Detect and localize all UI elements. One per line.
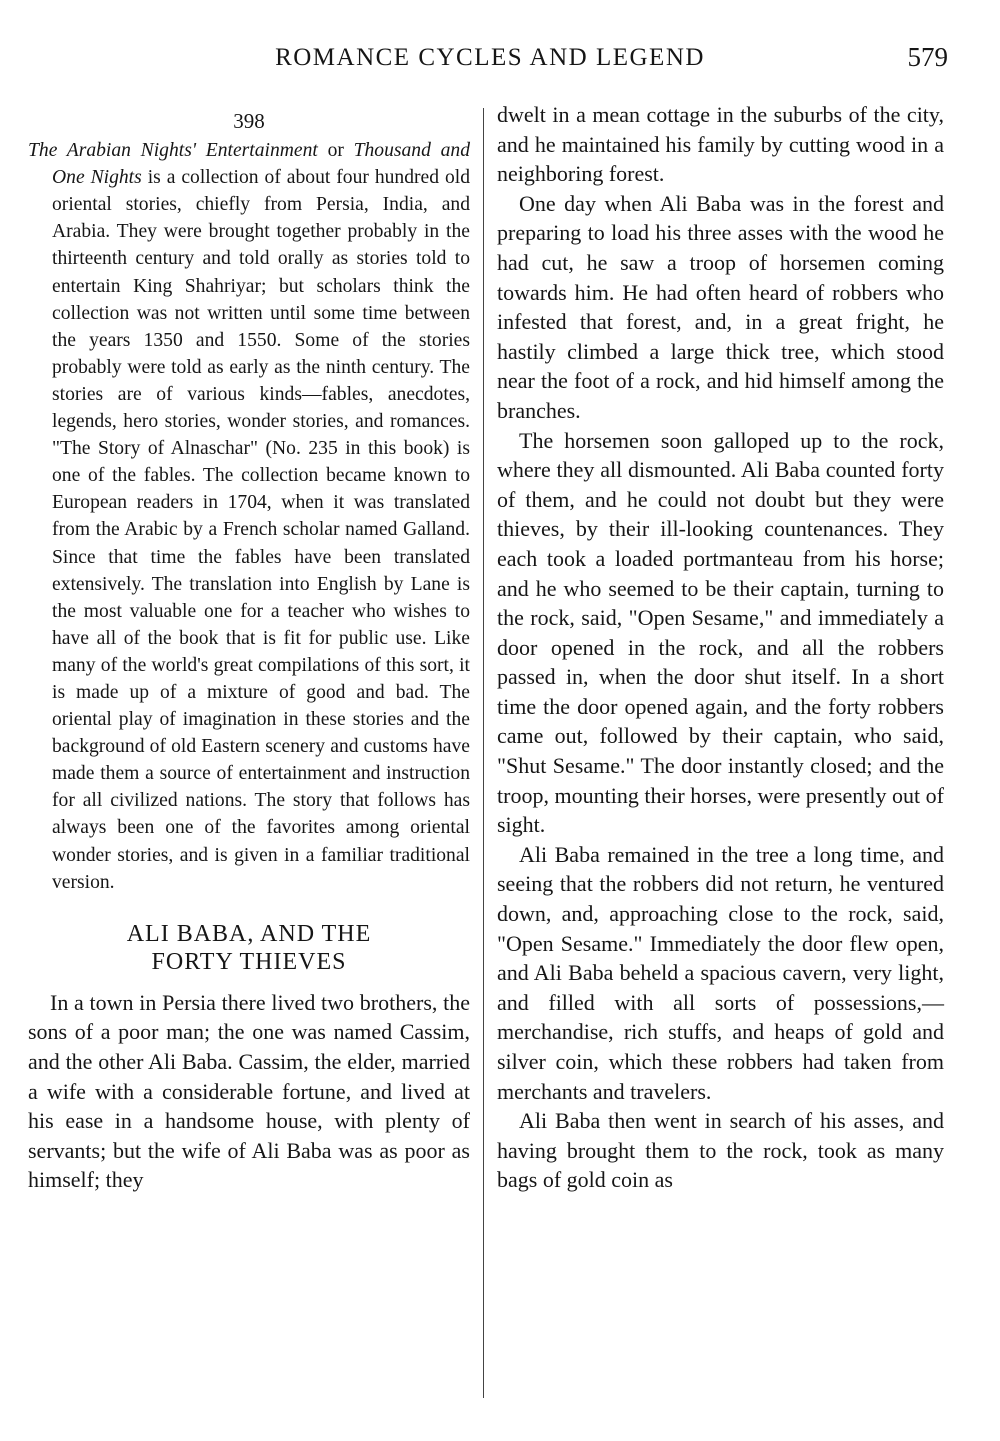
story-continuation: dwelt in a mean cottage in the suburbs of the city, and he maintained his family by cutting wood in a neighboring forest.	[497, 102, 944, 187]
right-column	[497, 100, 944, 1195]
story-paragraph-2: One day when Ali Baba was in the forest and preparing to load his three asses with the wood he had cut, he saw a troop of horsemen coming towards him. He had often heard of robbers who infested that forest, and, in a great fright, he hastily climbed a large thick tree, which stood near the foot of a rock, and hid himself among the branches.	[497, 190, 944, 423]
story-paragraph-1: In a town in Persia there lived two brothers, the sons of a poor man; the one was named Cassim, and the other Ali Baba. Cassim, the elder, married a wife with a considerable fortune, and lived at his ease in a handsome house, with plenty of servants; but the wife of Ali Baba was as poor as himself; they	[28, 989, 470, 1193]
story-title-line-2: FORTY THIEVES	[151, 948, 347, 975]
running-head: ROMANCE CYCLES AND LEGEND	[275, 44, 705, 71]
story-paragraph-3: The horsemen soon galloped up to the rock, where they all dismounted. Ali Baba counted forty of them, and he could not doubt but they were thieves, by their ill-looking countenances. They each took a loaded portmanteau from his horse; and he who seemed to be their captain, turning to the rock, said, "Open Sesame," and immediately a door opened in the rock, and all the robbers passed in, when the door shut itself. In a short time the door opened again, and the forty robbers came out, followed by their captain, who said, "Shut Sesame." The door instantly closed; and the troop, mounting their horses, were presently out of sight.	[497, 427, 944, 838]
section-number: 398	[233, 109, 265, 133]
intro-title-1: The Arabian Nights' Entertainment	[28, 140, 318, 162]
column-divider	[483, 108, 484, 1398]
intro-text: is a collection of about four hundred old oriental stories, chiefly from Persia, India, and Arabia. They were brought together probably in the thirteenth century and told orally as stories told to entertain King Shahriyar; but scholars think the collection was not written until some time between the years 1350 and 1550. Some of the stories probably were told as early as the ninth century. The stories are of various kinds—fables, anecdotes, legends, hero stories, wonder stories, and romances. "The Story of Alnaschar" (No. 235 in this book) is one of the fables. The collection became known to European readers in 1704, when it was translated from the Arabic by a French scholar named Galland. Since that time the fables have been translated extensively. The translation into English by Lane is the most valuable one for a teacher who wishes to have all of the book that is fit for public use. Like many of the world's great compilations of this sort, it is made up of a mixture of good and bad. The oriental play of imagination in these stories and the background of old Eastern scenery and customs have made them a source of entertainment and instruction for all civilized nations. The story that follows has always been one of the favorites among oriental wonder stories, and is given in a familiar traditional version.	[52, 167, 471, 893]
story-paragraph-4: Ali Baba remained in the tree a long time, and seeing that the robbers did not return, he ventured down, and, approaching close to the rock, said, "Open Sesame." Immediately the door flew open, and Ali Baba beheld a spacious cavern, very light, and filled with all sorts of possessions,—merchandise, rich stuffs, and heaps of gold and silver coin, which these robbers had taken from merchants and travelers.	[497, 841, 944, 1104]
intro-or: or	[317, 140, 354, 162]
story-paragraph-5: Ali Baba then went in search of his asses, and having brought them to the rock, took as many bags of gold coin as	[497, 1108, 944, 1193]
intro-title-2: Thousand and One Nights	[52, 140, 470, 189]
page-number: 579	[907, 42, 948, 72]
story-title	[28, 920, 470, 976]
left-column	[28, 100, 470, 1195]
introduction-paragraph	[28, 137, 470, 896]
story-title-line-1: ALI BABA, AND THE	[126, 920, 372, 947]
